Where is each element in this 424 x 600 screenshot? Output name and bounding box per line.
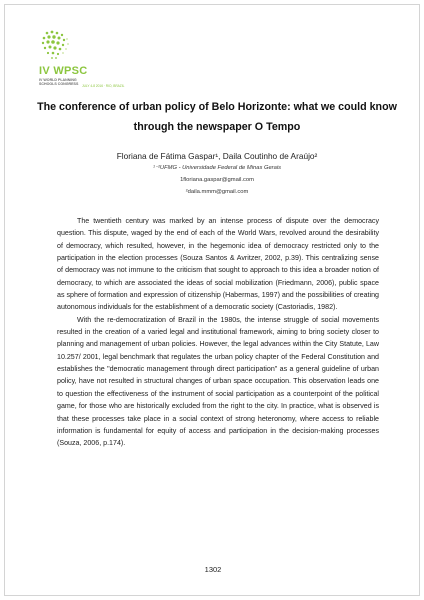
author-email-2: ²daila.mmm@gmail.com	[185, 189, 249, 195]
author-email-1: 1floriana.gaspar@gmail.com	[180, 177, 254, 183]
body-text	[57, 215, 379, 450]
conference-logo	[39, 27, 159, 87]
paragraph: With the re-democratization of Brazil in the 1980s, the intense struggle of social movements resulted in the creation of a varied legal and institutional framework, aiming to bring society closer to planning and management of urban policies. However, the legal advances within the City Statute, Law 10.257/ 2001, legal benchmark that regulates the urban policy chapter of the Federal Constitution and establishes the "democratic management through direct participation" as a general guideline of urban policy, have not resulted in structural changes of urban space occupation. This observation leads one to question the effectiveness of the instrument of social participation as a counterpoint of the political game, for those who are historically excluded from the right to the city. In practice, what is observed is that these processes take place in a social context of strong heteronomy, where access to reliable information is fundamental for equity of access and participation in the decision-making processes (Souza, 2006, p.174).	[57, 315, 379, 448]
globe-dots-icon	[39, 27, 85, 65]
authors: Floriana de Fátima Gaspar¹, Daila Coutinho de Araújo²	[116, 151, 318, 161]
page-number: 1302	[204, 565, 222, 574]
affiliation: ¹⁻²UFMG - Universidade Federal de Minas Gerais	[152, 165, 282, 171]
paper-title: The conference of urban policy of Belo Horizonte: what we could know through the newspaper O Tempo	[37, 101, 397, 133]
logo-dates: JULY 4-8 2016 · RIO, BRAZIL	[82, 84, 125, 88]
paragraph: The twentieth century was marked by an intense process of dispute over the democracy question. This dispute, waged by the end of each of the World Wars, revolved around the desirability of democracy, which resulted, however, in the hegemonic idea of democracy restricted only to the participation in the election processes (Souza Santos & Avritzer, 2002, p.39). This centralizing sense of democracy was not immune to the criticism that sought to approach to this idea a broader notion of democracy, to which are associated the ideas of social mobilization (Friedmann, 2006), public space as sphere of formation and expression of citizenship (Habermas, 1997) and the possibilities of creating autonomous individuals for the establishment of a democratic society (Castoriadis, 1982).	[57, 217, 379, 312]
paper-page	[4, 4, 420, 596]
logo-title: IV WPSC	[39, 65, 88, 77]
logo-subtitle: IV WORLD PLANNING SCHOOLS CONGRESS	[39, 78, 79, 86]
